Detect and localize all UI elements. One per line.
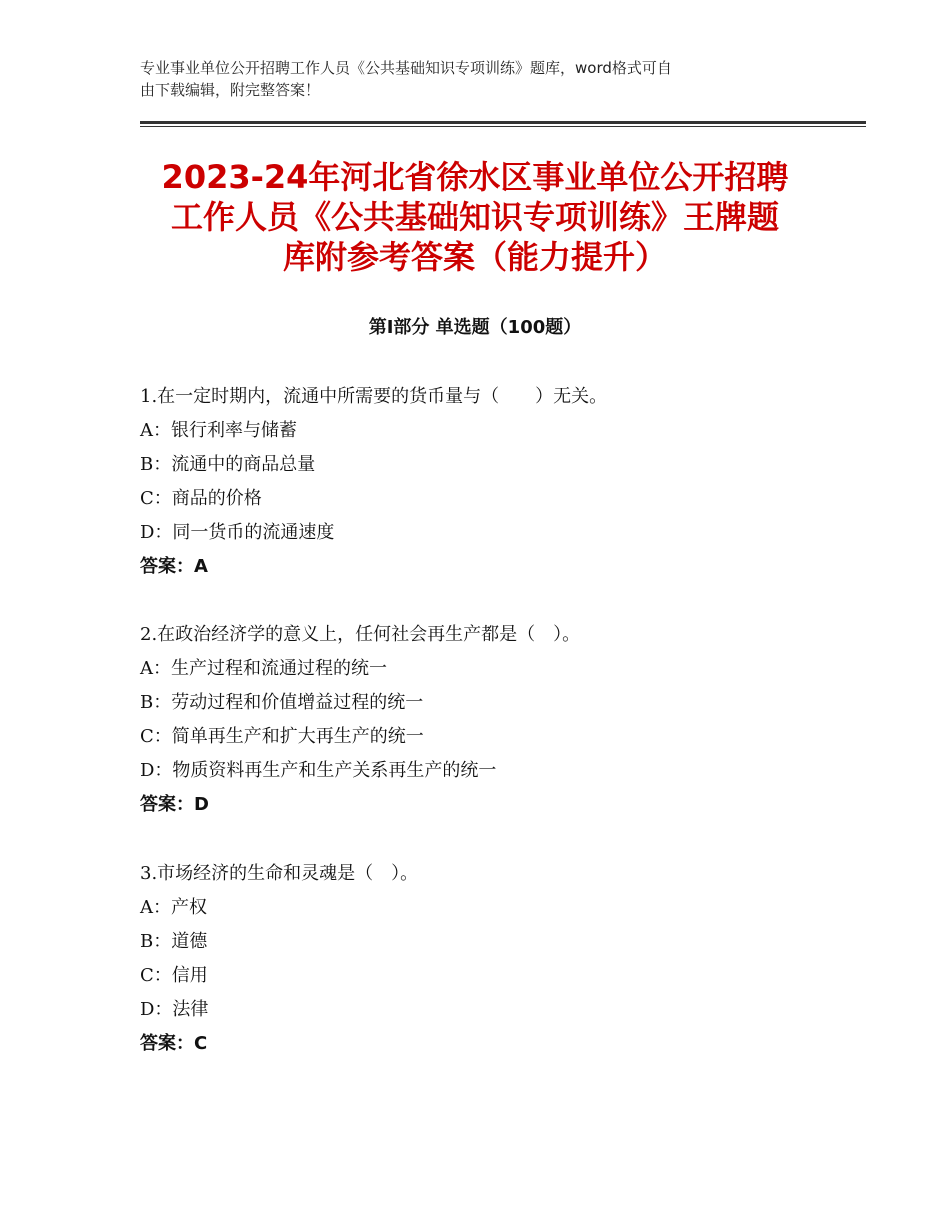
- option-d: D：法律: [140, 999, 209, 1020]
- option-a: A：银行利率与储蓄: [140, 420, 297, 441]
- option-c: C：信用: [140, 965, 208, 986]
- option-a: A：产权: [140, 897, 207, 918]
- document-title-line-1: 2023-24年河北省徐水区事业单位公开招聘: [161, 158, 789, 196]
- option-a: A：生产过程和流通过程的统一: [140, 658, 387, 679]
- option-b: B：道德: [140, 931, 208, 952]
- option-b: B：流通中的商品总量: [140, 454, 316, 475]
- option-c: C：简单再生产和扩大再生产的统一: [140, 726, 424, 747]
- document-title-line-3: 库附参考答案（能力提升）: [282, 238, 667, 276]
- question-2: [140, 618, 860, 822]
- answer: 答案：D: [140, 794, 209, 815]
- question-3: [140, 857, 860, 1061]
- option-d: D：物质资料再生产和生产关系再生产的统一: [140, 760, 497, 781]
- header-note: [140, 57, 820, 101]
- option-c: C：商品的价格: [140, 488, 262, 509]
- answer: 答案：C: [140, 1033, 208, 1054]
- section-title: 第Ⅰ部分 单选题（100题）: [368, 317, 582, 338]
- option-b: B：劳动过程和价值增益过程的统一: [140, 692, 424, 713]
- answer: 答案：A: [140, 556, 208, 577]
- question-stem: 1.在一定时期内，流通中所需要的货币量与（ ）无关。: [140, 386, 608, 407]
- document-title-line-2: 工作人员《公共基础知识专项训练》王牌题: [170, 198, 779, 236]
- header-divider-thin: [140, 126, 866, 127]
- header-divider-thick: [140, 121, 866, 124]
- header-note-line-1: 专业事业单位公开招聘工作人员《公共基础知识专项训练》题库，word格式可自: [140, 59, 672, 77]
- question-stem: 3.市场经济的生命和灵魂是（ ）。: [140, 863, 419, 884]
- question-stem: 2.在政治经济学的意义上，任何社会再生产都是（ ）。: [140, 624, 581, 645]
- option-d: D：同一货币的流通速度: [140, 522, 335, 543]
- header-note-line-2: 由下载编辑，附完整答案！: [140, 81, 321, 99]
- question-1: [140, 380, 860, 584]
- document-title: [130, 157, 820, 277]
